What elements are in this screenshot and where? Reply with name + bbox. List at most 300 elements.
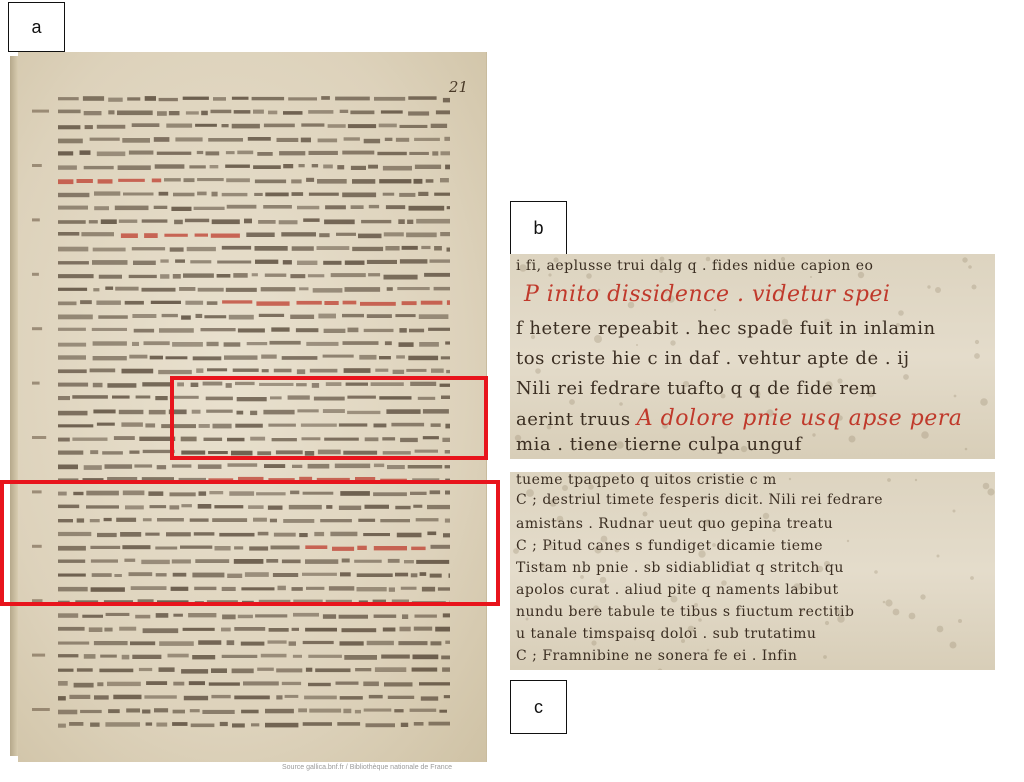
script-stroke: [361, 220, 391, 223]
crop-c-line: tueme tpaqpeto q uitos cristie c m: [516, 472, 777, 488]
crop-c-line: Tistam nb pnie . sb sidiablidiat q stritch qu: [516, 560, 844, 576]
script-stroke: [104, 628, 112, 632]
crop-c-line: C ; Framnibine ne sonera fe ei . Infin: [516, 648, 798, 664]
script-stroke: [93, 356, 127, 360]
marginal-note: [32, 164, 42, 167]
script-stroke: [58, 247, 88, 252]
script-stroke: [446, 370, 450, 373]
script-stroke: [343, 709, 351, 714]
script-stroke: [445, 165, 450, 170]
parchment-speck: [921, 431, 929, 439]
script-stroke: [115, 206, 149, 211]
script-stroke: [441, 356, 450, 359]
script-stroke: [58, 642, 89, 645]
script-stroke: [298, 708, 307, 712]
script-stroke: [388, 696, 414, 699]
script-stroke: [323, 261, 341, 265]
script-stroke: [251, 723, 259, 726]
script-stroke: [136, 396, 151, 399]
script-stroke: [211, 234, 240, 238]
script-stroke: [58, 710, 77, 715]
script-stroke: [146, 681, 167, 685]
script-stroke: [58, 179, 73, 184]
script-stroke: [375, 369, 388, 372]
script-stroke: [283, 260, 292, 264]
script-stroke: [414, 179, 423, 184]
script-stroke: [398, 219, 405, 224]
script-stroke: [159, 328, 194, 333]
parchment-speck: [535, 368, 541, 374]
script-stroke: [72, 438, 107, 441]
script-stroke: [105, 722, 140, 727]
script-stroke: [348, 124, 376, 128]
script-stroke: [154, 206, 168, 209]
script-stroke: [181, 669, 208, 674]
script-stroke: [428, 328, 450, 331]
script-stroke: [444, 137, 450, 141]
script-stroke: [196, 368, 203, 373]
script-stroke: [92, 260, 128, 265]
script-stroke: [191, 724, 215, 728]
script-stroke: [220, 722, 228, 726]
script-stroke: [172, 464, 192, 467]
script-stroke: [58, 220, 86, 224]
crop-b-rubric-line: P inito dissidence . videtur spei: [524, 282, 891, 307]
script-stroke: [93, 341, 127, 345]
script-stroke: [166, 356, 188, 359]
script-stroke: [211, 695, 230, 698]
script-stroke: [210, 165, 219, 168]
script-stroke: [246, 233, 274, 238]
script-stroke: [364, 709, 392, 712]
script-stroke: [292, 246, 314, 251]
script-stroke: [207, 301, 218, 305]
script-stroke: [309, 193, 339, 196]
script-stroke: [58, 97, 79, 100]
script-stroke: [339, 615, 368, 619]
script-stroke: [257, 668, 274, 671]
script-stroke: [93, 383, 103, 388]
script-stroke: [387, 287, 393, 291]
parchment-speck: [970, 576, 974, 580]
parchment-speck: [636, 344, 638, 346]
parchment-speck: [812, 433, 815, 436]
script-stroke: [85, 125, 93, 129]
script-stroke: [94, 206, 109, 210]
script-stroke: [447, 248, 451, 252]
script-stroke: [297, 261, 317, 265]
script-stroke: [283, 111, 303, 115]
script-stroke: [232, 97, 249, 100]
script-stroke: [98, 315, 128, 319]
detail-crop-c: [510, 472, 995, 670]
script-stroke: [134, 464, 152, 467]
parchment-speck: [962, 257, 967, 262]
script-stroke: [159, 667, 175, 672]
script-stroke: [407, 220, 413, 224]
script-stroke: [190, 260, 211, 263]
script-stroke: [415, 165, 441, 169]
script-stroke: [387, 465, 405, 469]
script-stroke: [129, 451, 139, 454]
script-stroke: [324, 329, 346, 333]
script-stroke: [175, 137, 202, 141]
script-stroke: [394, 709, 403, 712]
script-stroke: [106, 613, 130, 616]
script-stroke: [159, 641, 194, 646]
marginal-note: [32, 382, 40, 385]
script-stroke: [134, 329, 154, 333]
script-stroke: [419, 314, 449, 319]
script-stroke: [323, 165, 333, 169]
script-stroke: [318, 314, 336, 319]
parchment-speck: [658, 669, 663, 671]
script-stroke: [419, 342, 439, 347]
script-stroke: [352, 247, 383, 251]
script-stroke: [58, 274, 94, 278]
script-stroke: [154, 708, 168, 712]
script-stroke: [108, 98, 123, 102]
script-stroke: [146, 722, 153, 725]
script-stroke: [130, 641, 155, 645]
script-stroke: [296, 328, 319, 332]
script-stroke: [435, 627, 450, 632]
script-stroke: [89, 220, 98, 223]
script-stroke: [343, 341, 379, 345]
script-stroke: [58, 288, 87, 291]
script-stroke: [282, 356, 318, 360]
panel-c-label: c: [510, 680, 567, 734]
script-stroke: [386, 205, 405, 209]
script-stroke: [358, 234, 382, 239]
parchment-speck: [915, 479, 917, 481]
script-stroke: [149, 410, 166, 415]
script-stroke: [190, 709, 200, 712]
script-stroke: [261, 355, 277, 359]
script-stroke: [335, 97, 370, 101]
script-stroke: [222, 615, 236, 620]
highlight-region-c: [0, 480, 500, 606]
script-stroke: [133, 261, 156, 265]
script-stroke: [186, 111, 199, 114]
script-stroke: [351, 166, 366, 170]
script-stroke: [263, 205, 292, 209]
parchment-speck: [586, 273, 592, 279]
script-stroke: [232, 124, 260, 129]
script-stroke: [234, 627, 265, 631]
script-stroke: [414, 627, 432, 631]
script-stroke: [164, 234, 187, 237]
script-stroke: [58, 125, 80, 129]
script-stroke: [58, 328, 86, 331]
script-stroke: [308, 655, 342, 658]
script-stroke: [421, 246, 430, 249]
parchment-speck: [883, 601, 886, 604]
folio-number: 21: [448, 78, 468, 96]
script-stroke: [413, 655, 439, 660]
script-stroke: [97, 125, 126, 129]
parchment-speck: [958, 619, 962, 623]
script-stroke: [222, 246, 251, 250]
script-stroke: [291, 179, 301, 183]
script-stroke: [142, 382, 171, 386]
script-stroke: [261, 654, 287, 658]
script-stroke: [80, 710, 102, 713]
script-stroke: [183, 273, 214, 277]
script-stroke: [93, 288, 99, 291]
script-stroke: [229, 315, 254, 320]
script-stroke: [172, 722, 187, 726]
script-stroke: [96, 301, 121, 305]
script-stroke: [374, 97, 405, 101]
script-stroke: [440, 232, 450, 236]
crop-b-line: tos criste hie c in daf . vehtur apte de . ij: [516, 348, 910, 369]
script-stroke: [132, 247, 165, 250]
script-stroke: [184, 696, 208, 701]
script-stroke: [183, 628, 215, 631]
script-stroke: [402, 301, 417, 305]
script-stroke: [408, 96, 436, 100]
parchment-speck: [825, 621, 829, 625]
script-stroke: [113, 695, 141, 700]
script-stroke: [276, 668, 302, 672]
script-stroke: [201, 328, 236, 331]
script-stroke: [58, 383, 88, 387]
script-stroke: [209, 682, 240, 685]
script-stroke: [431, 369, 444, 373]
script-stroke: [84, 166, 114, 169]
script-stroke: [359, 355, 376, 360]
script-stroke: [211, 668, 227, 673]
script-stroke: [306, 668, 312, 672]
script-stroke: [383, 166, 412, 171]
script-stroke: [381, 655, 410, 659]
parchment-speck: [927, 285, 930, 288]
parchment-speck: [987, 488, 994, 495]
parchment-speck: [937, 626, 944, 633]
script-stroke: [398, 641, 427, 645]
script-stroke: [172, 342, 203, 347]
script-stroke: [93, 248, 126, 252]
script-stroke: [399, 193, 415, 197]
script-stroke: [233, 273, 247, 278]
script-stroke: [119, 627, 136, 631]
script-stroke: [443, 98, 450, 103]
script-stroke: [253, 110, 264, 114]
script-stroke: [193, 356, 222, 360]
parchment-speck: [974, 353, 980, 359]
script-stroke: [225, 165, 250, 168]
script-stroke: [308, 274, 324, 277]
script-stroke: [383, 628, 396, 632]
script-stroke: [127, 97, 140, 100]
script-stroke: [252, 273, 258, 276]
script-stroke: [299, 287, 308, 290]
script-stroke: [58, 627, 85, 631]
script-stroke: [156, 613, 169, 618]
script-stroke: [159, 98, 178, 101]
script-stroke: [243, 681, 279, 685]
crop-b-line: Nili rei fedrare tuafto q q de fide rem: [516, 378, 878, 399]
script-stroke: [227, 640, 235, 645]
script-stroke: [306, 178, 314, 182]
parchment-speck: [898, 310, 904, 316]
script-stroke: [83, 96, 104, 101]
panel-b-label: b: [510, 201, 567, 255]
script-stroke: [415, 615, 437, 618]
script-stroke: [297, 301, 322, 305]
script-stroke: [145, 96, 156, 101]
parchment-speck: [789, 478, 791, 480]
script-stroke: [345, 287, 381, 292]
script-stroke: [69, 695, 90, 699]
script-stroke: [340, 641, 364, 645]
script-stroke: [173, 710, 185, 714]
script-stroke: [224, 342, 241, 346]
script-stroke: [440, 178, 449, 182]
script-stroke: [252, 97, 285, 100]
script-stroke: [325, 205, 346, 209]
script-stroke: [234, 110, 251, 114]
script-stroke: [77, 179, 93, 183]
parchment-speck: [885, 599, 892, 606]
script-stroke: [264, 464, 285, 468]
script-stroke: [279, 151, 305, 155]
script-stroke: [74, 683, 94, 688]
script-stroke: [84, 654, 96, 659]
script-stroke: [259, 314, 284, 317]
crop-b-rubric-text: aerint truus A dolore pnie usq apse pera: [516, 406, 963, 431]
script-stroke: [340, 696, 363, 700]
script-stroke: [171, 207, 191, 211]
parchment-speck: [823, 655, 827, 659]
script-stroke: [90, 369, 116, 373]
script-stroke: [58, 465, 78, 470]
script-stroke: [157, 111, 167, 116]
script-stroke: [283, 164, 293, 168]
script-stroke: [323, 355, 354, 358]
script-stroke: [197, 192, 207, 196]
script-stroke: [194, 207, 225, 210]
marginal-note: [32, 218, 40, 221]
script-stroke: [355, 668, 371, 671]
script-stroke: [324, 220, 355, 225]
script-stroke: [157, 465, 166, 469]
script-stroke: [237, 151, 253, 155]
script-stroke: [381, 110, 403, 113]
script-stroke: [82, 615, 103, 618]
parchment-speck: [968, 265, 972, 269]
highlight-region-b: [170, 376, 488, 460]
script-stroke: [248, 137, 271, 141]
script-stroke: [224, 355, 258, 359]
script-stroke: [99, 275, 122, 279]
parchment-speck: [569, 399, 575, 405]
script-stroke: [401, 723, 408, 727]
script-stroke: [164, 178, 181, 181]
script-stroke: [360, 302, 396, 306]
script-stroke: [144, 695, 176, 698]
script-stroke: [274, 369, 292, 373]
script-stroke: [323, 614, 336, 619]
script-stroke: [206, 151, 220, 155]
script-stroke: [352, 179, 375, 184]
crop-c-line: amistans . Rudnar ueut quo gepina treatu: [516, 516, 834, 532]
script-stroke: [244, 219, 252, 224]
script-stroke: [444, 695, 450, 698]
script-stroke: [217, 274, 231, 278]
script-stroke: [174, 220, 183, 225]
script-stroke: [328, 124, 346, 128]
script-stroke: [121, 422, 142, 426]
script-stroke: [198, 464, 222, 469]
script-stroke: [350, 111, 374, 115]
script-stroke: [310, 369, 338, 373]
script-stroke: [154, 137, 170, 142]
script-stroke: [222, 124, 229, 127]
script-stroke: [345, 261, 365, 265]
script-stroke: [108, 709, 120, 713]
script-stroke: [402, 614, 408, 619]
script-stroke: [98, 179, 113, 183]
script-stroke: [434, 287, 450, 291]
script-stroke: [119, 220, 138, 223]
script-stroke: [429, 722, 451, 726]
script-stroke: [204, 315, 226, 318]
script-stroke: [377, 152, 406, 155]
script-stroke: [321, 96, 330, 100]
script-stroke: [115, 287, 138, 291]
script-stroke: [315, 668, 350, 672]
script-stroke: [445, 341, 450, 344]
crop-c-line: C ; Pitud canes s fundiget dicamie tieme: [516, 538, 824, 554]
script-stroke: [366, 723, 396, 727]
script-stroke: [434, 246, 442, 251]
script-stroke: [255, 180, 286, 184]
script-stroke: [265, 723, 298, 728]
marginal-note: [32, 110, 49, 113]
script-stroke: [255, 260, 278, 264]
script-stroke: [343, 301, 357, 305]
script-stroke: [369, 695, 383, 699]
script-stroke: [212, 192, 218, 197]
script-stroke: [58, 411, 88, 416]
script-stroke: [105, 464, 133, 469]
script-stroke: [213, 97, 226, 101]
script-stroke: [122, 655, 130, 660]
script-stroke: [336, 682, 359, 685]
script-stroke: [290, 274, 305, 278]
script-stroke: [276, 695, 282, 699]
crop-b-line: [516, 406, 962, 431]
script-stroke: [173, 274, 181, 279]
script-stroke: [367, 260, 397, 264]
parchment-speck: [849, 436, 856, 443]
script-stroke: [408, 111, 429, 115]
script-stroke: [160, 274, 169, 279]
script-stroke: [309, 709, 341, 713]
script-stroke: [201, 111, 208, 116]
script-stroke: [58, 654, 78, 657]
script-stroke: [232, 723, 245, 727]
script-stroke: [58, 151, 73, 155]
crop-c-line: u tanale timspaisq doloi . sub trutatimu: [516, 626, 817, 642]
script-stroke: [155, 396, 167, 400]
script-stroke: [160, 259, 168, 262]
script-stroke: [58, 424, 93, 427]
parchment-speck: [953, 510, 956, 513]
script-stroke: [217, 261, 251, 264]
